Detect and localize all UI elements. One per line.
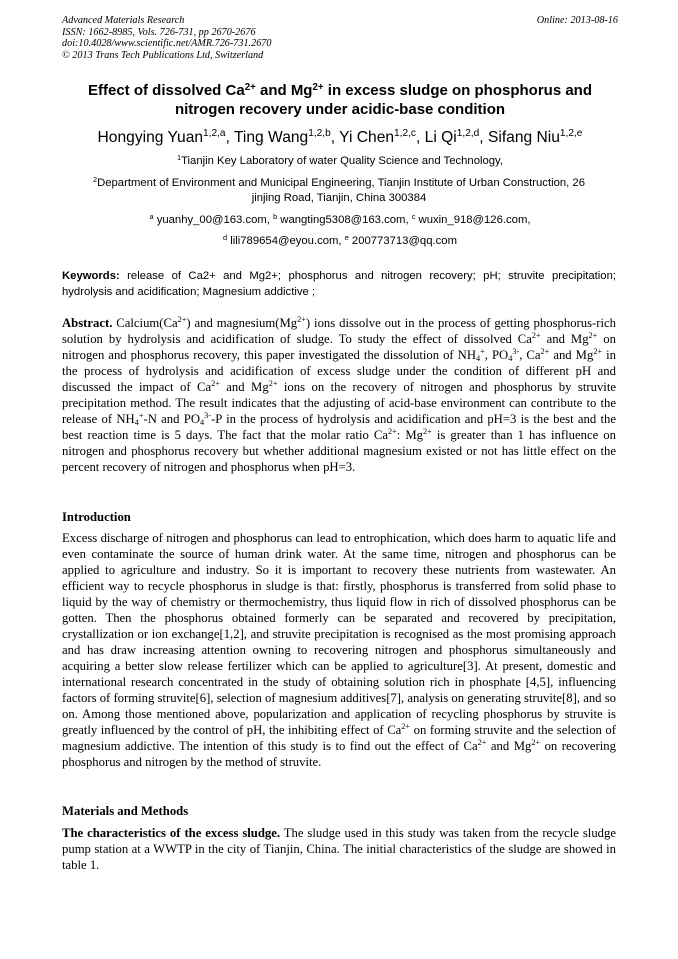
abstract: Abstract. $Calcium(Ca^{2+})$ and $magnesium(Mg^{2+})$ ions dissolve out in the process of getting phosphorus-rich solution by hydrolysis and acidification of sludge. To study the effect of dissolved $Ca^{2+}$ and $Mg^{2+}$ on nitrogen and phosphorus recovery, this paper investigated the dissolution of $NH_4^+$, $PO_4^{3-}$, $Ca^{2+}$ and $Mg^{2+}$ in the process of hydrolysis and acidification of excess sludge under the condition of different pH and discussed the impact of $Ca^{2+}$ and $Mg^{2+}$ ions on the recovery of nitrogen and phosphorus by struvite precipitation method. The result indicates that the adjusting of acid-base environment can contribute to the release of $NH_4^+-N$ and $PO_4^{3-}-P$ in the process of hydrolysis and acidification and pH=3 is the best and the best reaction time is 5 days. The fact that the molar ratio $Ca^{2+}$: $Mg^{2+}$ is greater than 1 has influence on nitrogen and phosphorus recovery but whether additional magnesium existed or not has little effect on the percent recovery of nitrogen and phosphorus when pH=3.: [62, 315, 617, 474]
methods-heading: Materials and Methods: [62, 804, 189, 818]
author: Li Qi$^{1,2,d}$,: [424, 128, 488, 146]
email[interactable]: $^d$ lili789654@eyou.com,: [223, 232, 345, 247]
email[interactable]: $^b$ wangting5308@163.com,: [273, 211, 412, 226]
introduction-body: Excess discharge of nitrogen and phosphorus can lead to entrophication, which does harm to aquatic life and even contaminate the source of human drink water. At the same time, nitrogen and phosphorus can be applied to agriculture and industry. So it is important to recovery these nutrients from wastewater. An efficient way to recycle phosphorus in sludge is that: firstly, phosphorus is transferred from solid phase to liquid by the way of chemistry or thermochemistry, thus liquid flow in rich of dissolved phosphorus can be gotten. Then the phosphorus obtained formerly can be separated and recovered by precipitation, crystallization or ion exchange[1,2], and struvite precipitation is recognised as the most promising approach and has draw increasing attention owning to recovering nitrogen and phosphorus simultaneously and acquiring a better slow release fertilizer which can be applied to agriculture[3]. At present, domestic and international research concentrated in the study of obtaining solution rich in phosphate [4,5], influencing factors of forming struvite[6], selection of magnesium additives[7], analysis on generating struvite[8], and so on. Among those mentioned above, popularization and application of recycling phosphorus by struvite is greatly influenced by the control of pH, the inhibiting effect of $Ca^{2+}$ on forming struvite and the selection of magnesium addictive. The intention of this study is to find out the effect of $Ca^{2+}$ and $Mg^{2+}$ on recovering phosphorus and nitrogen by the method of struvite.: [62, 531, 616, 769]
copyright-line: © 2013 Trans Tech Publications Ltd, Switzerland: [62, 49, 264, 61]
online-date: Online: 2013-08-16: [536, 15, 618, 26]
author: Sifang Niu$^{1,2,e}$: [487, 128, 583, 146]
methods-runin-heading: The characteristics of the excess sludge.: [62, 826, 281, 840]
issn-line: ISSN: 1662-8985, Vols. 726-731, pp 2670-2676: [62, 26, 256, 38]
email[interactable]: $^e$ 200773713@qq.com: [344, 232, 457, 247]
email[interactable]: $^a$ yuanhy_00@163.com,: [149, 211, 274, 226]
email-line-2: [62, 234, 618, 249]
email-line-1: [62, 213, 618, 228]
affiliation-1: $^1$Tianjin Key Laboratory of water Quality Science and Technology,: [176, 152, 503, 167]
keywords-label: Keywords:: [62, 270, 120, 282]
introduction-heading: Introduction: [62, 510, 131, 524]
email[interactable]: $^c$ wuxin_918@126.com,: [411, 211, 531, 226]
running-header: [62, 15, 618, 61]
keywords: [62, 269, 616, 300]
author-list: [62, 128, 618, 148]
doi-line: doi:10.4028/www.scientific.net/AMR.726-731.2670: [62, 38, 272, 50]
methods-body: The characteristics of the excess sludge. The sludge used in this study was taken from the recycle sludge pump station at a WWTP in the city of Tianjin, China. The initial characteristics of the sludge are showed in table 1.: [62, 826, 616, 872]
author: Yi Chen$^{1,2,c}$,: [339, 128, 425, 146]
keywords-text: release of Ca2+ and Mg2+; phosphorus and nitrogen recovery; pH; struvite precipitation; hydrolysis and acidification; Magnesium addictive ;: [62, 270, 616, 298]
paper-title: Effect of dissolved $Ca^{2+}$ and $Mg^{2+}$ in excess sludge on phosphorus and nitrogen recovery under acidic-base condition: [87, 81, 592, 118]
abstract-label: Abstract.: [62, 316, 113, 330]
author: Ting Wang$^{1,2,b}$,: [233, 128, 340, 146]
affiliation-2: $^2$Department of Environment and Municipal Engineering, Tianjin Institute of Urban Construction, 26 jinjing Road, Tianjin, China 300384: [93, 174, 585, 204]
author: Hongying Yuan$^{1,2,a}$,: [97, 128, 234, 146]
journal-name: Advanced Materials Research: [62, 15, 185, 26]
